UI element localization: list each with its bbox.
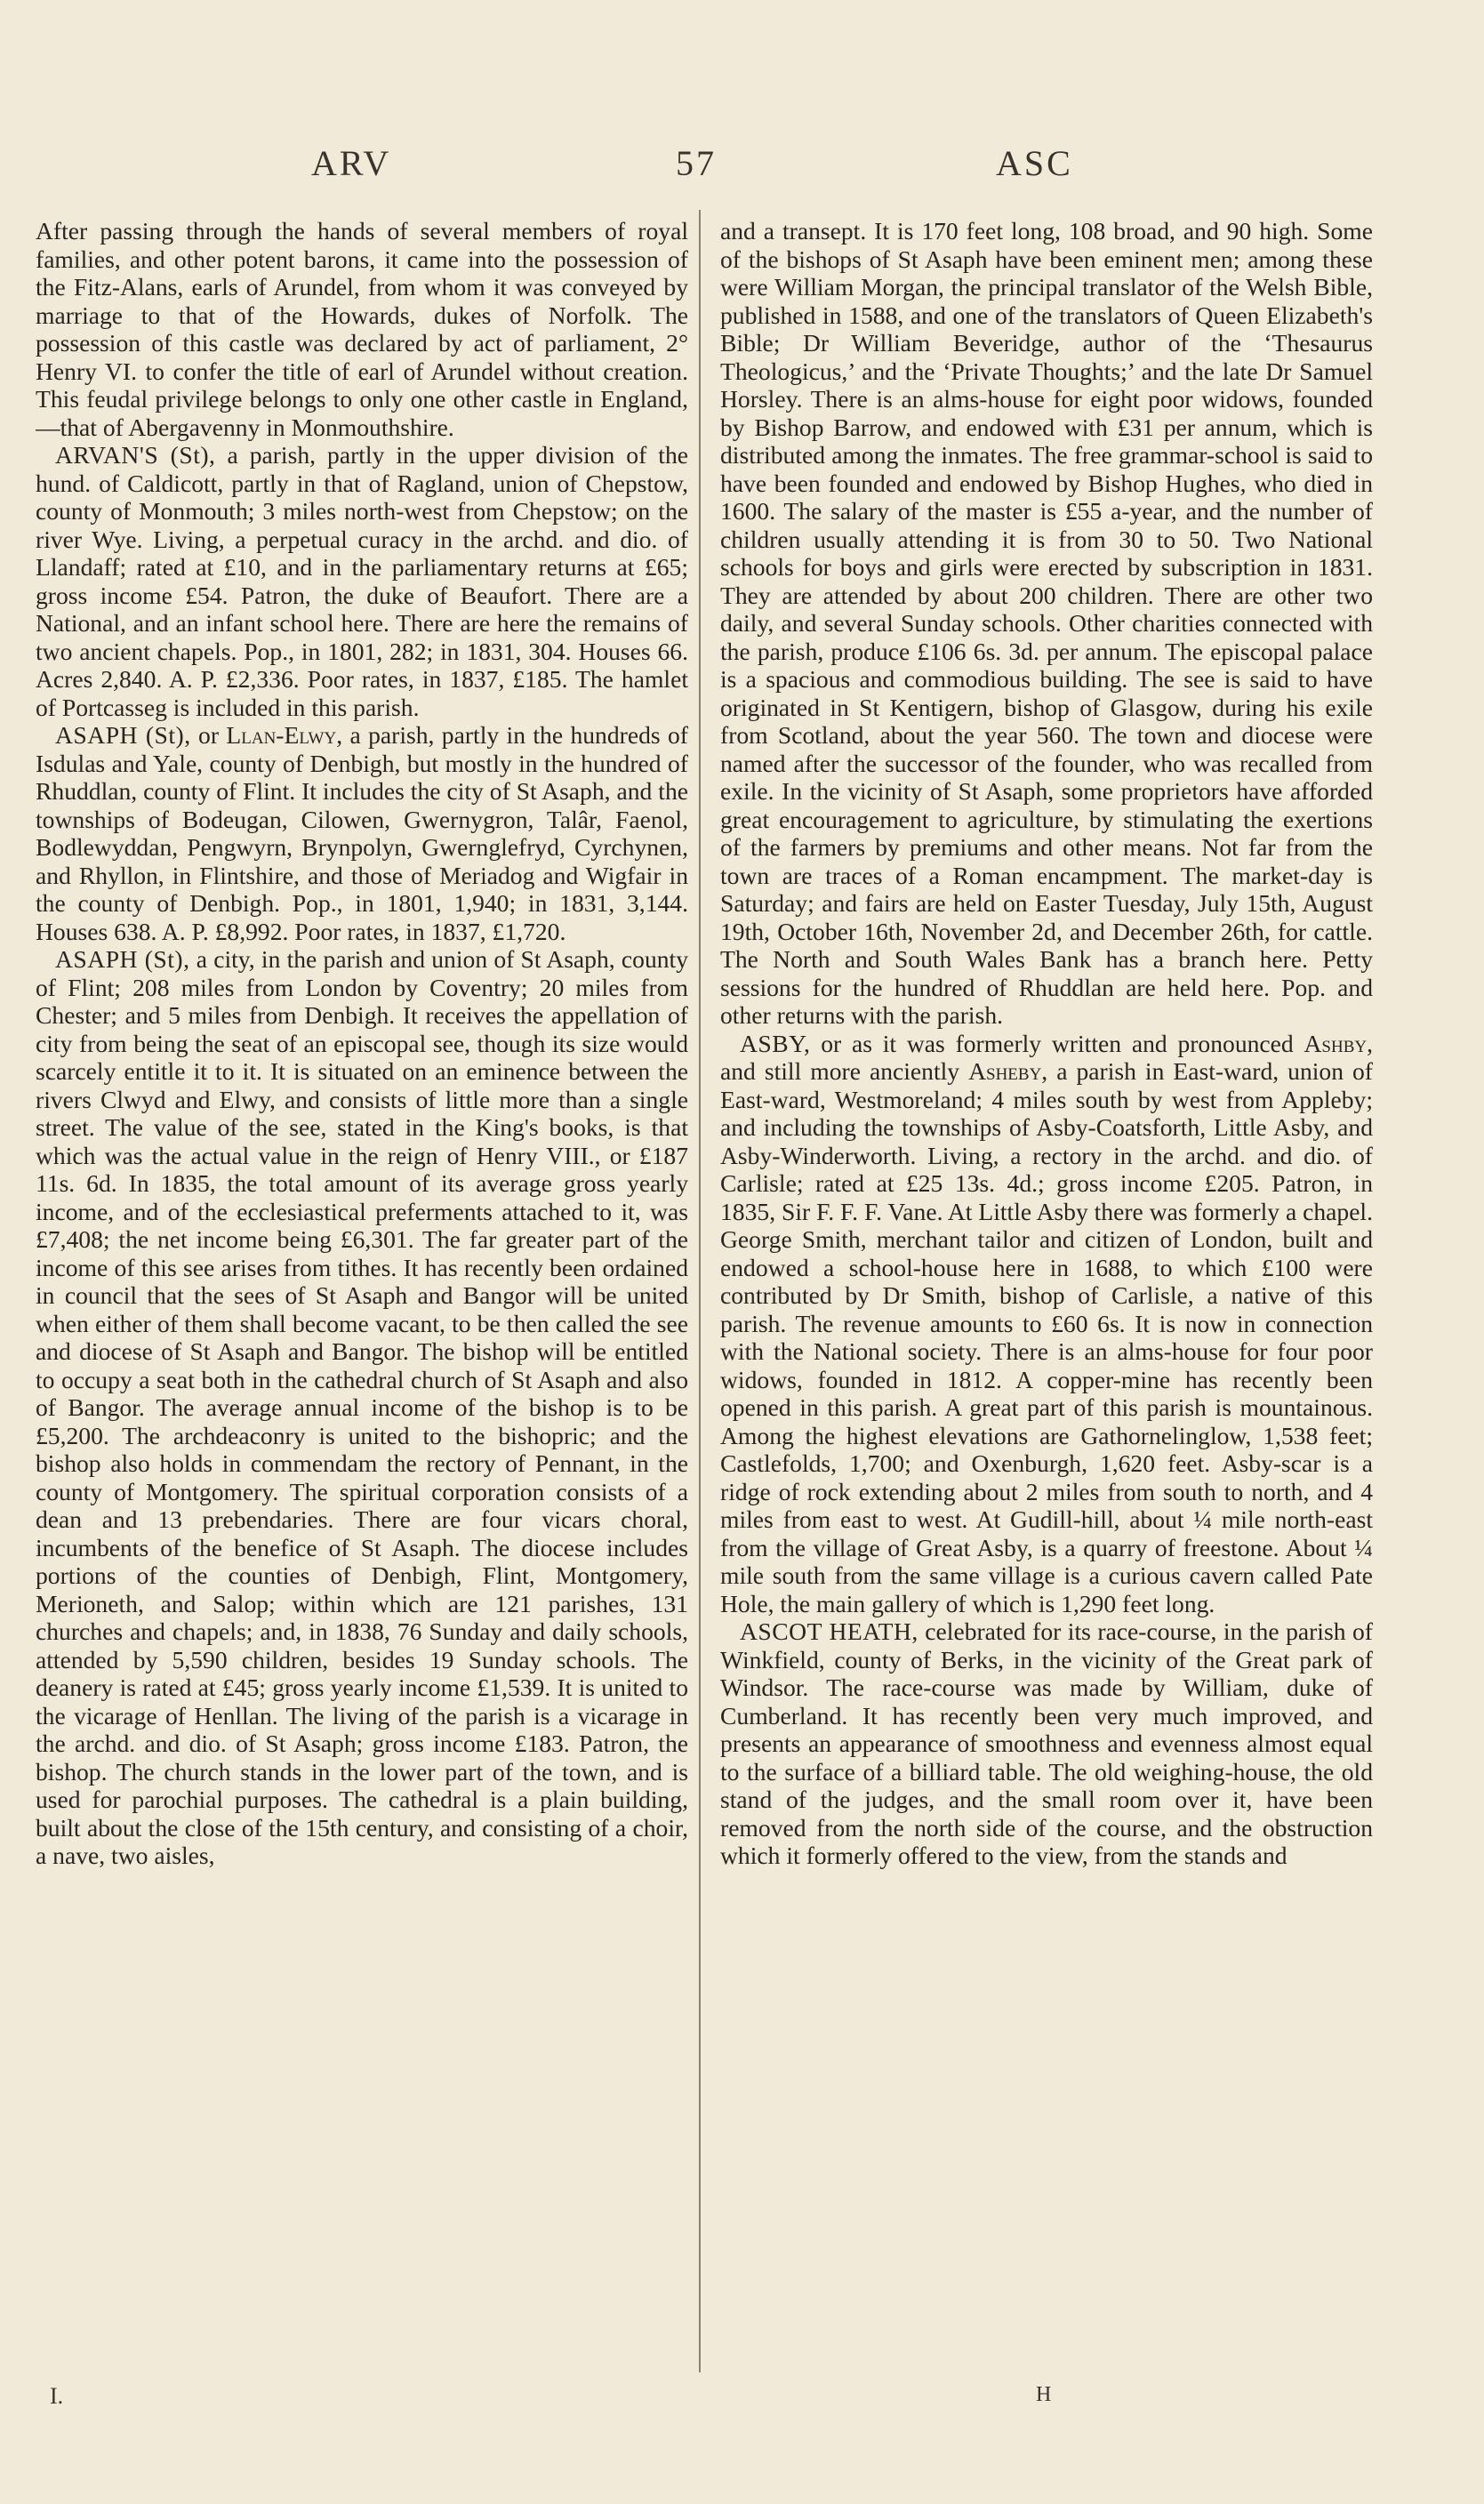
entry-connector: and still more anciently xyxy=(720,1057,969,1085)
right-column xyxy=(720,217,1373,2369)
entry-text: a parish, partly in the hundreds of Isdulas and Yale, county of Denbigh, but mostly in the hundred of Rhuddlan, county of Flint. It includes the city of St Asaph, and the townships of Bodeugan, Cilowen, Gwernygron, Talâr, Faenol, Bodlewyddan, Pengwyrn, Brynpolyn, Gwernglefryd, Cyrchynen, and Rhyllon, in Flintshire, and those of Meriadog and Wigfair in the county of Denbigh. Pop., in 1801, 1,940; in 1831, 3,144. Houses 638. A. P. £8,992. Poor rates, in 1837, £1,720. xyxy=(36,721,688,945)
entry-asby xyxy=(720,1030,1373,1618)
running-head-right: ASC xyxy=(996,143,1073,183)
headword-asaph-city: ASAPH (St), xyxy=(55,945,190,973)
entry-asaph-parish xyxy=(36,721,688,945)
arundel-continuation: After passing through the hands of several members of royal families, and other potent barons, it came into the possession of the Fitz-Alans, earls of Arundel, from whom it was conveyed by marriage to that of the Howards, dukes of Norfolk. The possession of this castle was declared by act of parliament, 2° Henry VI. to confer the title of earl of Arundel without creation. This feudal privilege belongs to only one other castle in England,—that of Abergavenny in Monmouthshire. xyxy=(36,217,688,441)
footer-letter: H xyxy=(1036,2383,1054,2406)
entry-text: a parish in East-ward, union of East-ward, Westmoreland; 4 miles south by west from Appleby; and including the townships of Asby-Coatsforth, Little Asby, and Asby-Winderworth. Living, a rectory in the archd. and dio. of Carlisle; rated at £25 13s. 4d.; gross income £205. Patron, in 1835, Sir F. F. F. Vane. At Little Asby there was formerly a chapel. George Smith, merchant tailor and citizen of London, built and endowed a school-house here in 1688, to which £100 were contributed by Dr Smith, bishop of Carlisle, a native of this parish. The revenue amounts to £60 6s. It is now in connection with the National society. There is an alms-house for four poor widows, founded in 1812. A copper-mine has recently been opened in this parish. A great part of this parish is mountainous. Among the highest elevations are Gathornelinglow, 1,538 feet; Castlefolds, 1,700; and Oxenburgh, 1,620 feet. Asby-scar is a ridge of rock extending about 2 miles from south to north, and 4 miles from east to west. At Gudill-hill, about ¼ mile north-east from the village of Great Asby, is a quarry of freestone. About ¼ mile south from the same village is a curious cavern called Pate Hole, the main gallery of which is 1,290 feet long. xyxy=(720,1057,1373,1617)
running-head xyxy=(0,142,1484,187)
column-divider xyxy=(699,210,701,2372)
page-number: 57 xyxy=(676,143,717,183)
alternate-name: Asheby, xyxy=(968,1057,1048,1085)
entry-connector: or xyxy=(190,721,227,749)
alternate-name: Llan-Elwy, xyxy=(226,721,343,749)
entry-ascot-heath xyxy=(720,1617,1373,1870)
headword-ascot-heath: ASCOT HEATH, xyxy=(740,1617,918,1645)
alternate-name: Ashby, xyxy=(1304,1029,1373,1057)
entry-text: a city, in the parish and union of St Asaph, county of Flint; 208 miles from London by Coventry; 20 miles from Chester; and 5 miles from Denbigh. It receives the appellation of city from being the seat of an episcopal see, though its size would scarcely entitle it to it. It is situated on an eminence between the rivers Clwyd and Elwy, and consists of little more than a single street. The value of the see, stated in the King's books, is that which was the actual value in the reign of Henry VIII., or £187 11s. 6d. In 1835, the total amount of its average gross yearly income, and of the ecclesiastical preferments attached to it, was £7,408; the net income being £6,301. The far greater part of the income of this see arises from tithes. It has recently been ordained in council that the sees of St Asaph and Bangor will be united when either of them shall become vacant, to be then called the see and diocese of St Asaph and Bangor. The bishop will be entitled to occupy a seat both in the cathedral church of St Asaph and also of Bangor. The average annual income of the bishop is to be £5,200. The archdeaconry is united to the bishopric; and the bishop also holds in commendam the rectory of Pennant, in the county of Montgomery. The spiritual corporation consists of a dean and 13 prebendaries. There are four vicars choral, incumbents of the benefice of St Asaph. The diocese includes portions of the counties of Denbigh, Flint, Montgomery, Merioneth, and Salop; within which are 121 parishes, 131 churches and chapels; and, in 1838, 76 Sunday and daily schools, attended by 5,590 children, besides 19 Sunday schools. The deanery is rated at £45; gross yearly income £1,539. It is united to the vicarage of Henllan. The living of the parish is a vicarage in the archd. and dio. of St Asaph; gross income £183. Patron, the bishop. The church stands in the lower part of the town, and is used for parochial purposes. The cathedral is a plain building, built about the close of the 15th century, and consisting of a choir, a nave, two aisles, xyxy=(36,945,688,1869)
entry-intro: or as it was formerly written and pronounced xyxy=(810,1029,1304,1057)
headword-asby: ASBY, xyxy=(740,1029,811,1057)
entry-asaph-city xyxy=(36,945,688,1870)
entry-text: a parish, partly in the upper division of the hund. of Caldicott, partly in that of Ragland, union of Chepstow, county of Monmouth; 3 miles north-west from Chepstow; on the river Wye. Living, a perpetual curacy in the archd. and dio. of Llandaff; rated at £10, and in the parliamentary returns at £65; gross income £54. Patron, the duke of Beaufort. There are a National, and an infant school here. There are here the remains of two ancient chapels. Pop., in 1801, 282; in 1831, 304. Houses 66. Acres 2,840. A. P. £2,336. Poor rates, in 1837, £185. The hamlet of Portcasseg is included in this parish. xyxy=(36,441,688,721)
headword-asaph-parish: ASAPH (St), xyxy=(55,721,191,749)
asaph-city-continuation: and a transept. It is 170 feet long, 108 broad, and 90 high. Some of the bishops of St Asaph have been eminent men; among these were William Morgan, the principal translator of the Welsh Bible, published in 1588, and one of the translators of Queen Elizabeth's Bible; Dr William Beveridge, author of the ‘Thesaurus Theologicus,’ and the ‘Private Thoughts;’ and the late Dr Samuel Horsley. There is an alms-house for eight poor widows, founded by Bishop Barrow, and endowed with £31 per annum, which is distributed among the inmates. The free grammar-school is said to have been founded and endowed by Bishop Hughes, who died in 1600. The salary of the master is £55 a-year, and the number of children usually attending it is from 30 to 50. Two National schools for boys and girls were erected by subscription in 1831. They are attended by about 200 children. There are other two daily, and several Sunday schools. Other charities connected with the parish, produce £106 6s. 3d. per annum. The episcopal palace is a spacious and commodious building. The see is said to have originated in St Kentigern, bishop of Glasgow, during his exile from Scotland, about the year 560. The town and diocese were named after the successor of the founder, who was recalled from exile. In the vicinity of St Asaph, some proprietors have afforded great encouragement to agriculture, by stimulating the exertions of the farmers by premiums and other means. Not far from the town are traces of a Roman encampment. The market-day is Saturday; and fairs are held on Easter Tuesday, July 15th, August 19th, October 16th, November 2d, and December 26th, for cattle. The North and South Wales Bank has a branch here. Petty sessions for the hundred of Rhuddlan are held here. Pop. and other returns with the parish. xyxy=(720,217,1373,1029)
entry-arvans xyxy=(36,441,688,721)
running-head-left: ARV xyxy=(311,143,392,183)
left-column xyxy=(36,217,688,2369)
entry-text: celebrated for its race-course, in the parish of Winkfield, county of Berks, in the vicinity of the Great park of Windsor. The race-course was made by William, duke of Cumberland. It has recently been very much improved, and presents an appearance of smoothness and evenness almost equal to the surface of a billiard table. The old weighing-house, the old stand of the judges, and the small room over it, have been removed from the north side of the course, and the obstruction which it formerly offered to the view, from the stands and xyxy=(720,1617,1373,1869)
signature-mark: I. xyxy=(50,2383,64,2409)
headword-arvans: ARVAN'S (St), xyxy=(55,441,216,469)
